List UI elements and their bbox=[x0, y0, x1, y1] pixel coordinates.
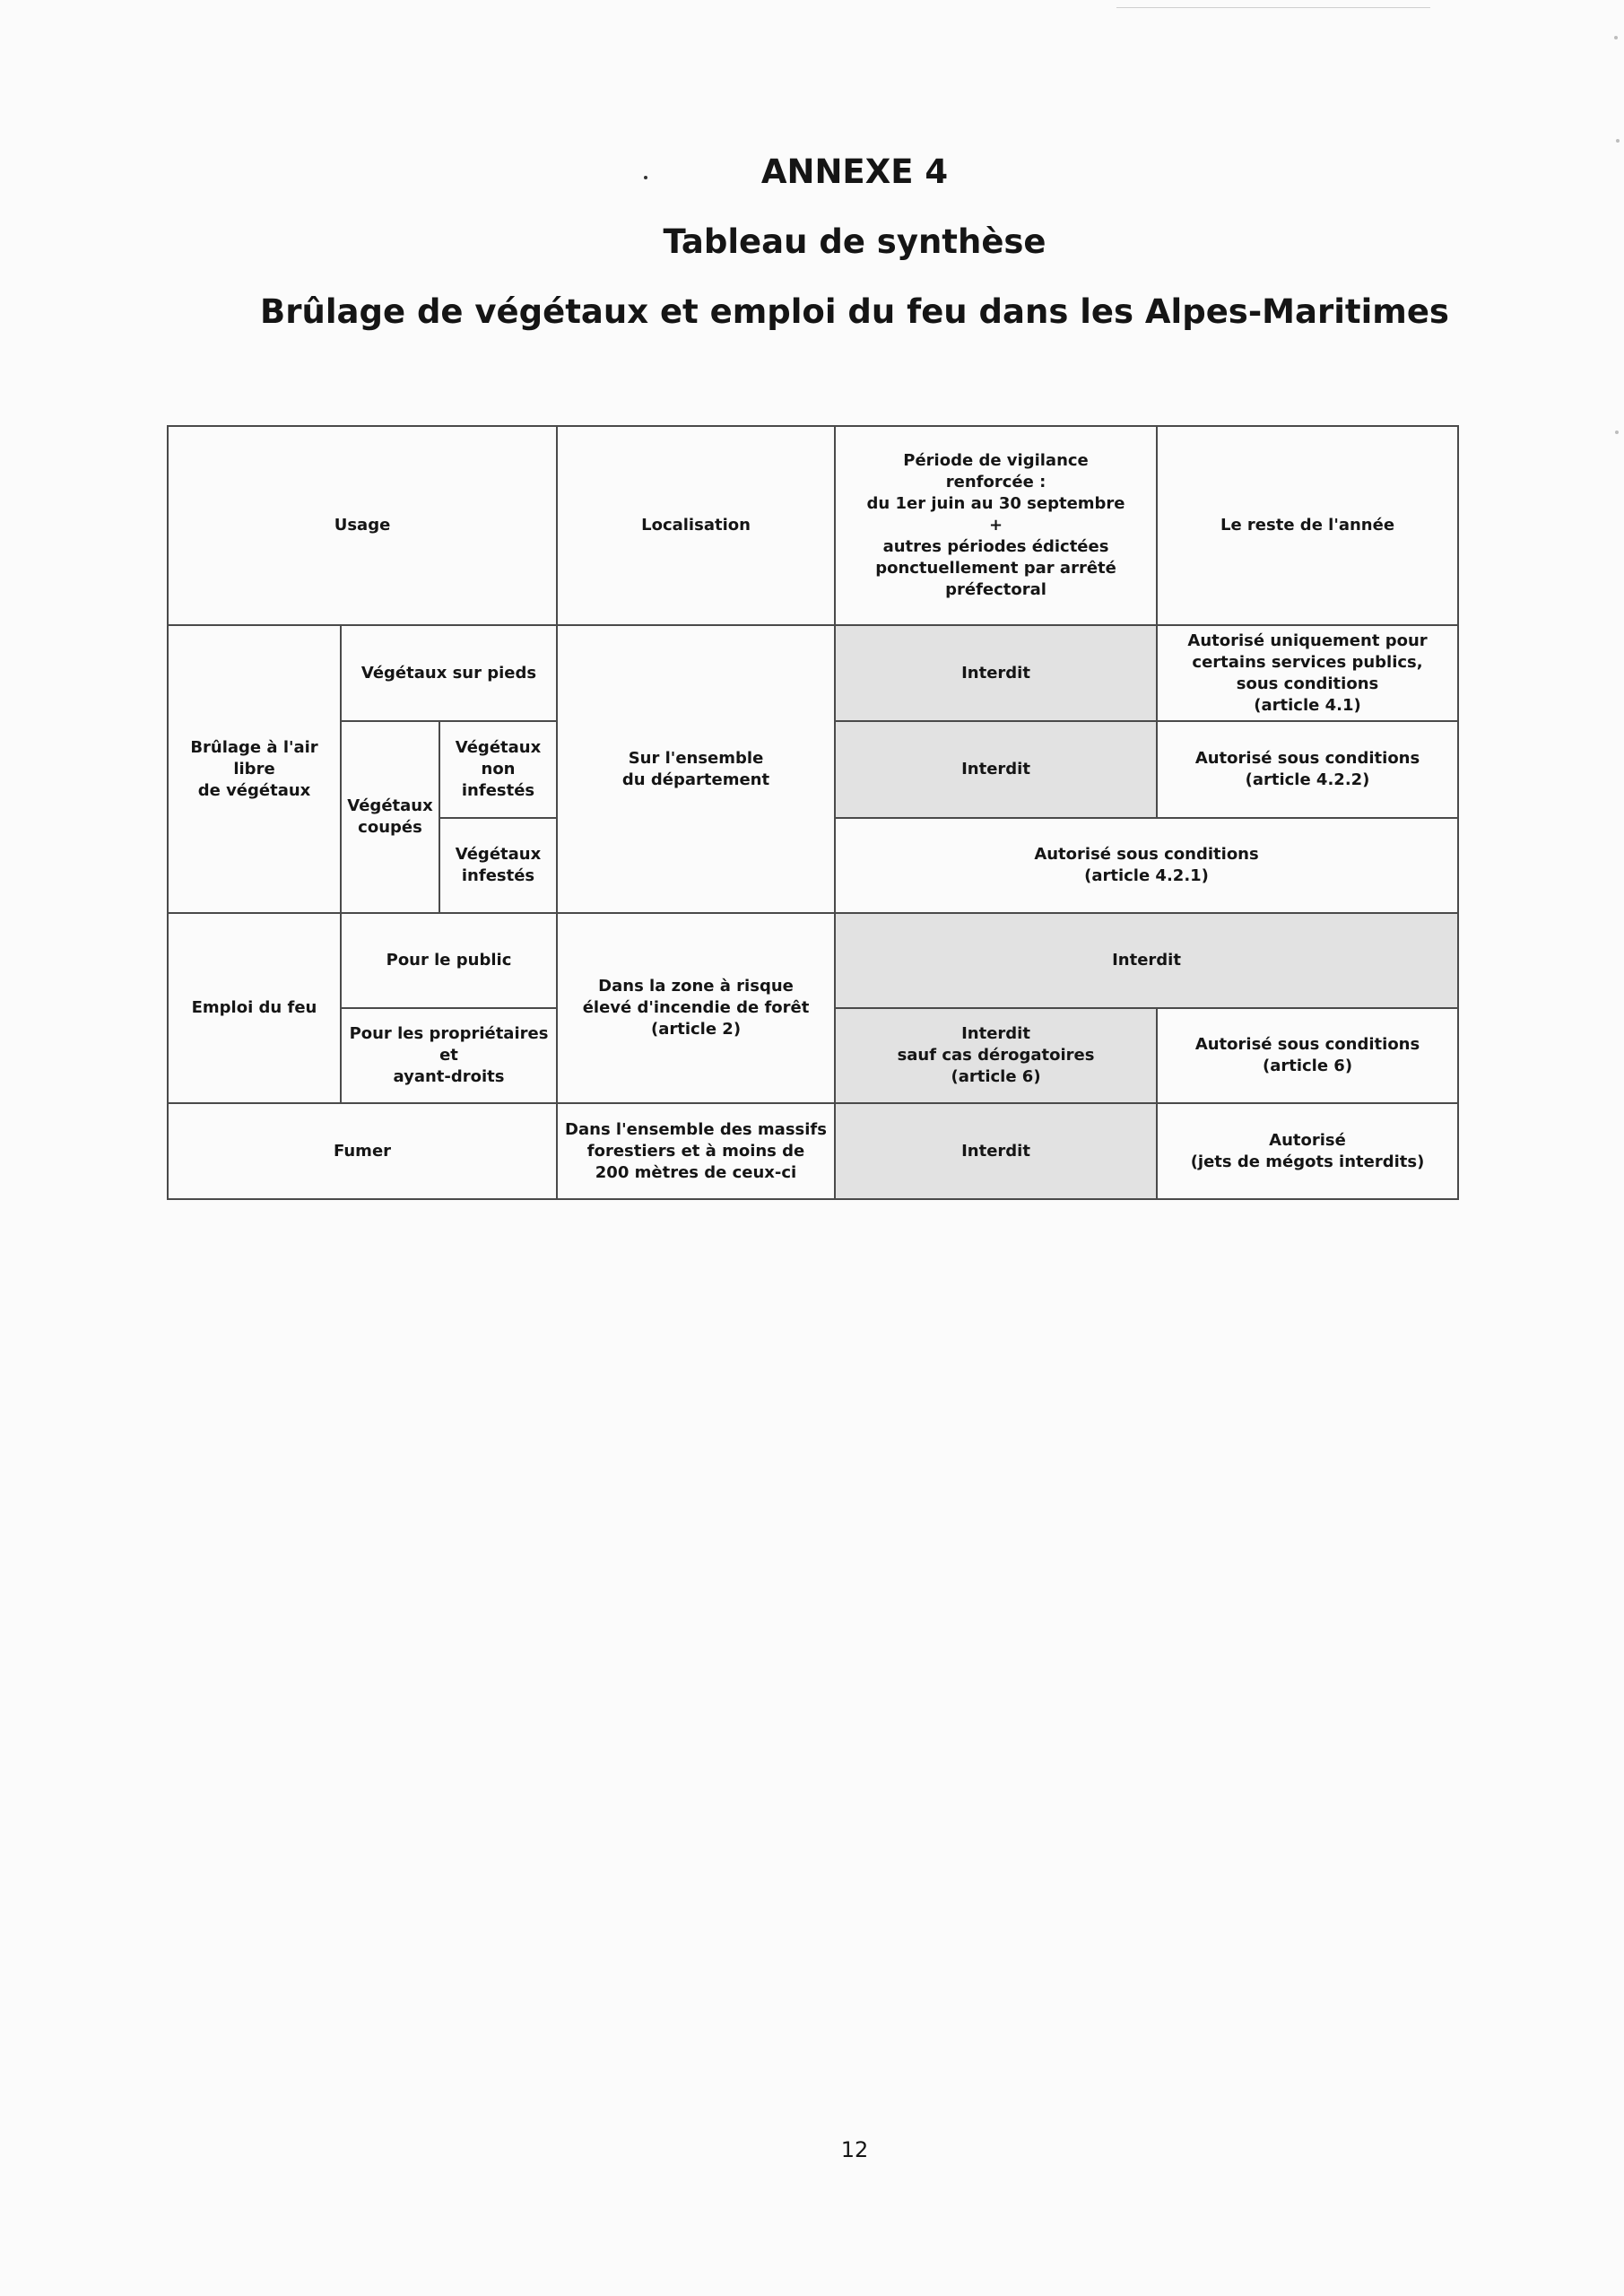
sur-pieds-reste: Autorisé uniquement pour certains services publics, sous conditions (article 4.1) bbox=[1157, 625, 1458, 721]
fumer-reste: Autorisé (jets de mégots interdits) bbox=[1157, 1103, 1458, 1199]
scan-speck bbox=[1615, 430, 1619, 434]
localisation-massifs: Dans l'ensemble des massifs forestiers et à moins de 200 mètres de ceux-ci bbox=[557, 1103, 835, 1199]
header-localisation: Localisation bbox=[557, 426, 835, 625]
label-vegetaux-non-infestes: Végétaux non infestés bbox=[439, 721, 557, 818]
label-vegetaux-infestes: Végétaux infestés bbox=[439, 818, 557, 913]
table-row bbox=[168, 1103, 1458, 1199]
table-row bbox=[168, 913, 1458, 1008]
synthesis-table bbox=[167, 425, 1459, 1200]
header-periode-vigilance: Période de vigilance renforcée : du 1er juin au 30 septembre + autres périodes édictées ponctuellement par arrêté préfectoral bbox=[835, 426, 1157, 625]
non-infestes-vigilance: Interdit bbox=[835, 721, 1157, 818]
label-vegetaux-sur-pieds: Végétaux sur pieds bbox=[341, 625, 557, 721]
page-number: 12 bbox=[840, 2137, 869, 2162]
header-usage: Usage bbox=[168, 426, 557, 625]
label-emploi-du-feu: Emploi du feu bbox=[168, 913, 341, 1103]
scan-speck bbox=[1614, 36, 1618, 39]
public-all-year: Interdit bbox=[835, 913, 1458, 1008]
proprietaires-reste: Autorisé sous conditions (article 6) bbox=[1157, 1008, 1458, 1103]
table-header-row bbox=[168, 426, 1458, 625]
document-title: Tableau de synthèse bbox=[663, 222, 1046, 261]
annex-title: ANNEXE 4 bbox=[760, 152, 949, 191]
non-infestes-reste: Autorisé sous conditions (article 4.2.2) bbox=[1157, 721, 1458, 818]
label-fumer: Fumer bbox=[168, 1103, 557, 1199]
label-vegetaux-coupes: Végétaux coupés bbox=[341, 721, 439, 913]
table-row bbox=[168, 625, 1458, 721]
label-brulage: Brûlage à l'air libre de végétaux bbox=[168, 625, 341, 913]
document-subtitle: Brûlage de végétaux et emploi du feu dans les Alpes-Maritimes bbox=[260, 292, 1449, 331]
localisation-departement: Sur l'ensemble du département bbox=[557, 625, 835, 913]
scan-speck bbox=[1616, 139, 1620, 143]
scan-artifact-line bbox=[1116, 7, 1430, 8]
sur-pieds-vigilance: Interdit bbox=[835, 625, 1157, 721]
header-reste-annee: Le reste de l'année bbox=[1157, 426, 1458, 625]
fumer-vigilance: Interdit bbox=[835, 1103, 1157, 1199]
localisation-zone-risque: Dans la zone à risque élevé d'incendie de forêt (article 2) bbox=[557, 913, 835, 1103]
infestes-all-year: Autorisé sous conditions (article 4.2.1) bbox=[835, 818, 1458, 913]
proprietaires-vigilance: Interdit sauf cas dérogatoires (article 6) bbox=[835, 1008, 1157, 1103]
label-pour-le-public: Pour le public bbox=[341, 913, 557, 1008]
label-proprietaires: Pour les propriétaires et ayant-droits bbox=[341, 1008, 557, 1103]
